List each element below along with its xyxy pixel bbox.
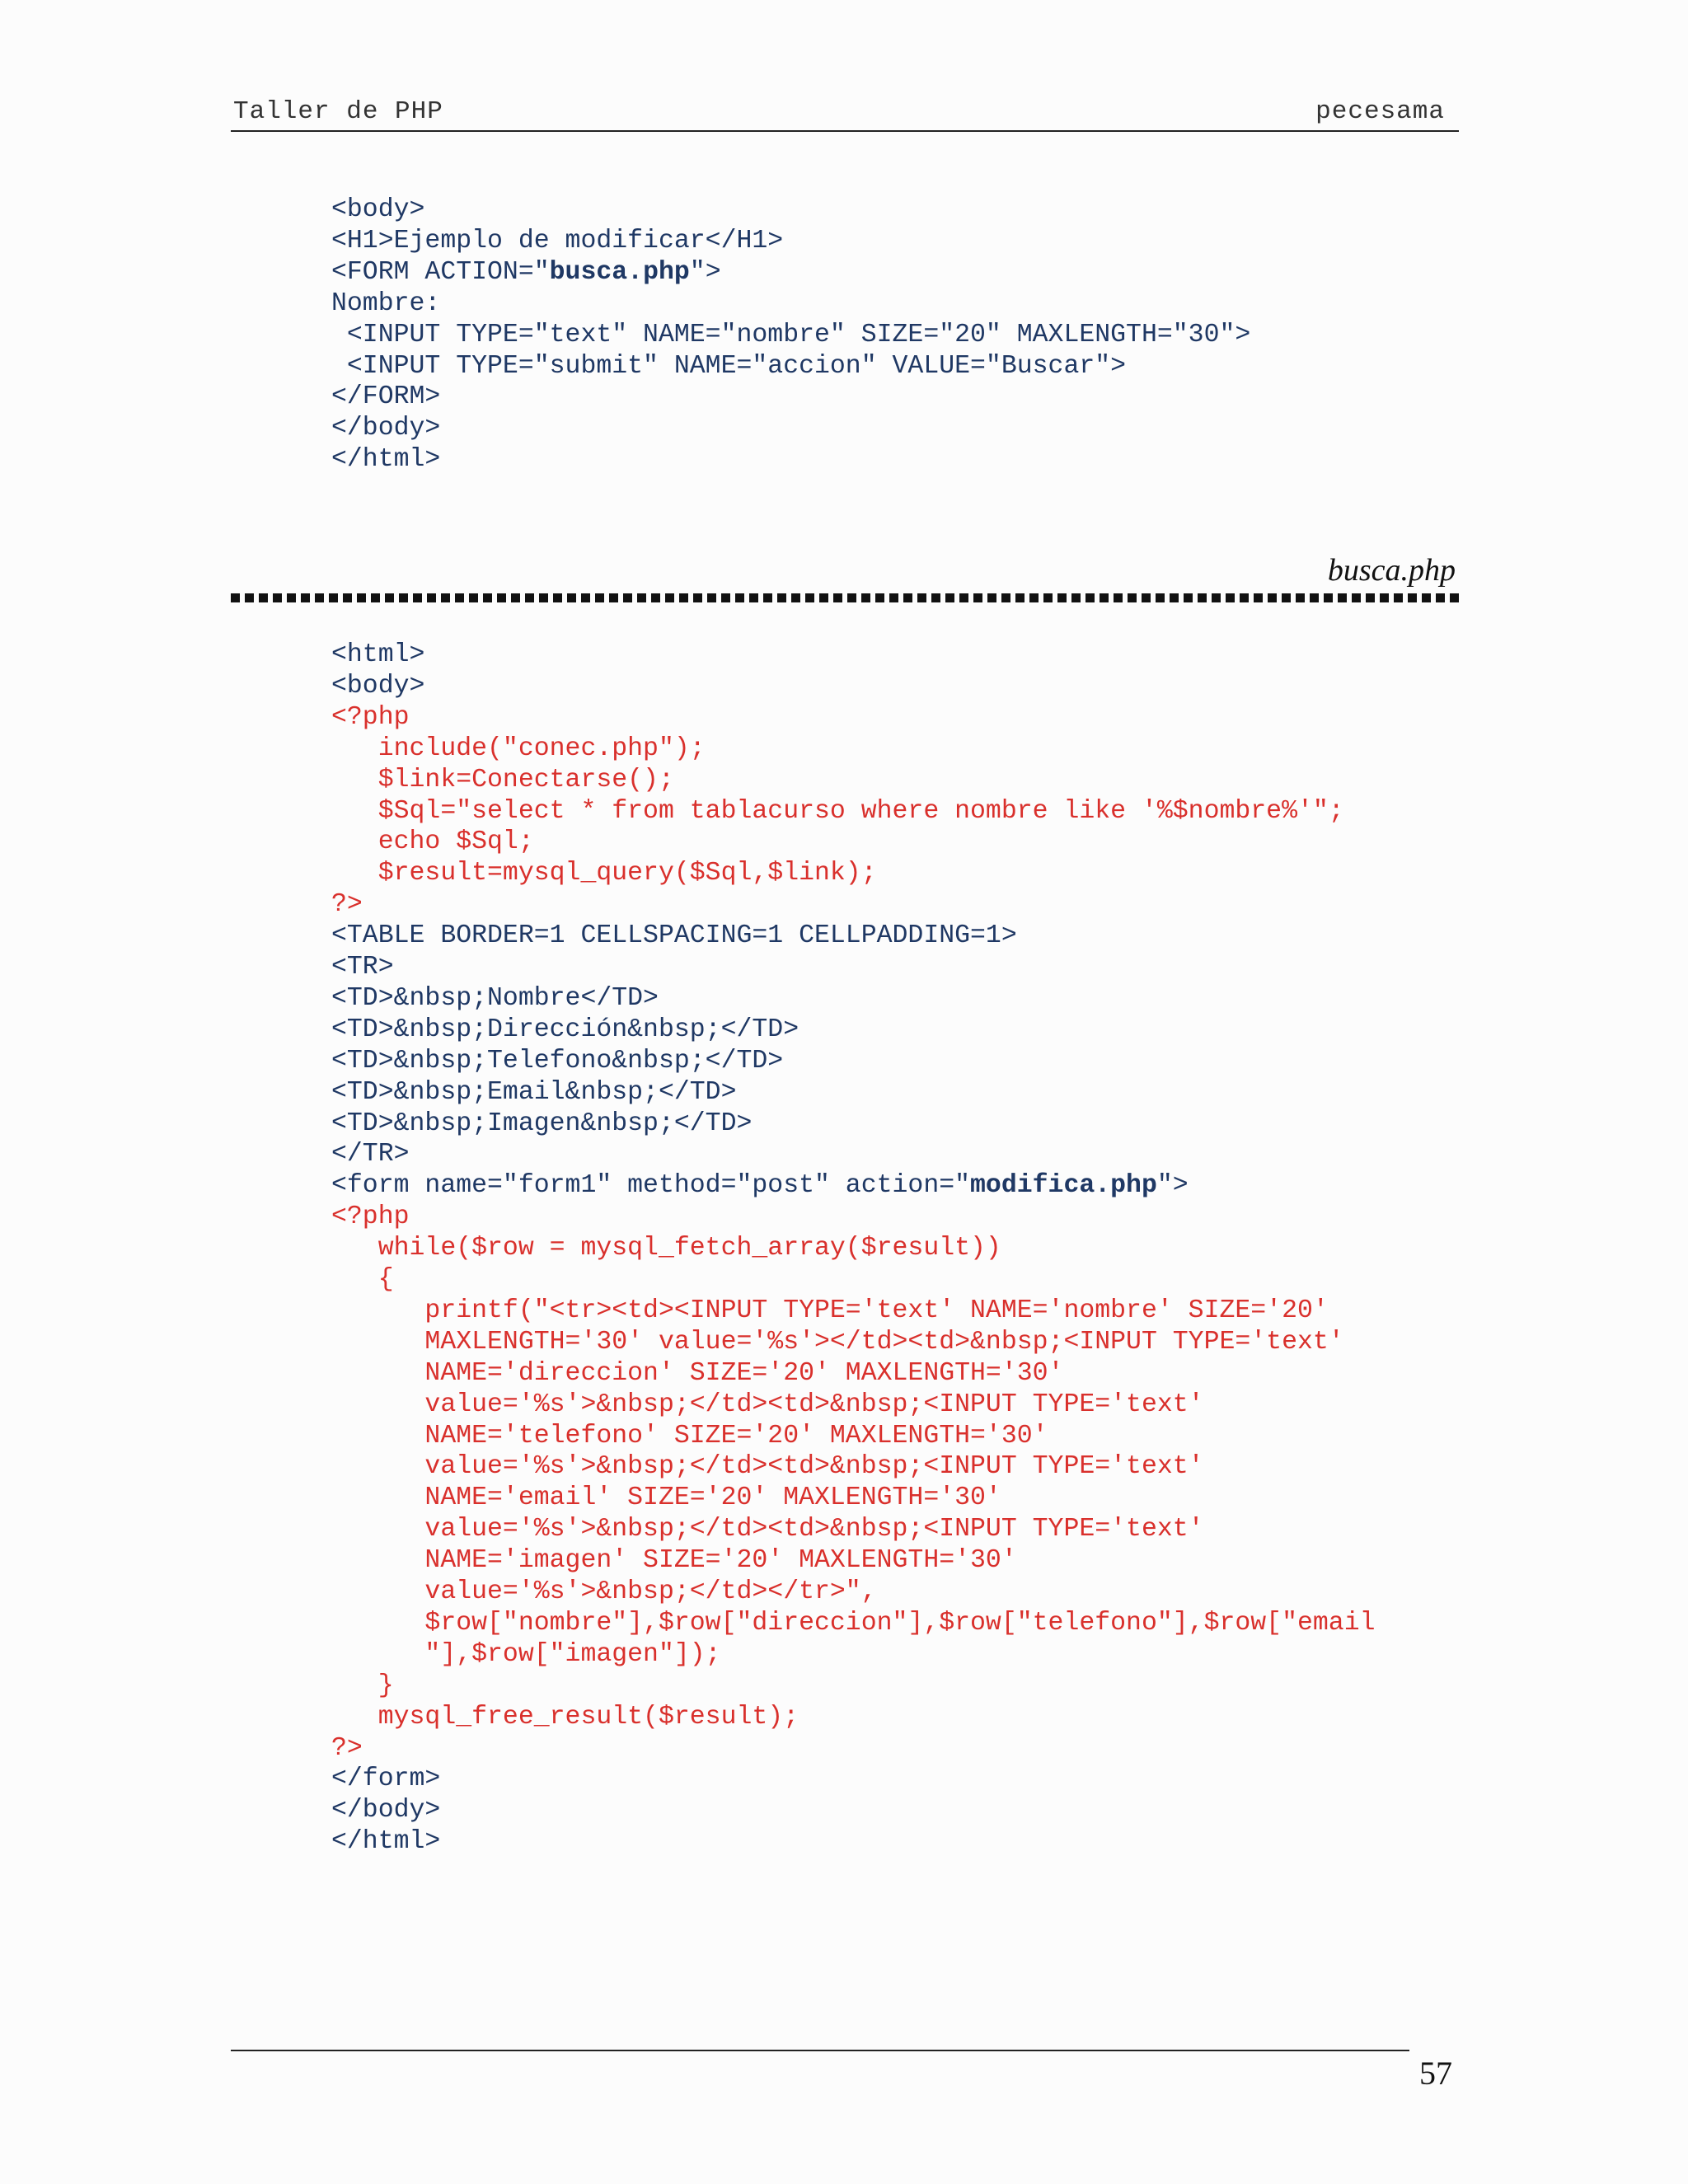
code-line: ?> [331, 1733, 363, 1763]
code-line: <TD>&nbsp;Telefono&nbsp;</TD> [331, 1046, 784, 1076]
code-line: <H1>Ejemplo de modificar</H1> [331, 226, 784, 255]
code-line: MAXLENGTH='30' value='%s'></td><td>&nbsp;<INPUT TYPE='text' [331, 1327, 1344, 1357]
code-line: value='%s'>&nbsp;</td></tr>", [331, 1577, 877, 1606]
section-title: busca.php [1327, 553, 1456, 588]
code-line: } [331, 1671, 394, 1700]
code-line: value='%s'>&nbsp;</td><td>&nbsp;<INPUT TYPE='text' [331, 1515, 1204, 1544]
code-line: $link=Conectarse(); [331, 765, 674, 794]
code-line: value='%s'>&nbsp;</td><td>&nbsp;<INPUT TYPE='text' [331, 1452, 1204, 1482]
code-line: <INPUT TYPE="submit" NAME="accion" VALUE="Buscar"> [331, 351, 1127, 381]
code-line: </TR> [331, 1140, 410, 1169]
code-filename: busca.php [549, 257, 690, 287]
code-line: <body> [331, 195, 425, 224]
code-line: </body> [331, 414, 441, 443]
code-line: include("conec.php"); [331, 733, 706, 763]
code-line: echo $Sql; [331, 827, 534, 857]
code-line: </form> [331, 1765, 441, 1794]
code-filename: modifica.php [970, 1171, 1157, 1201]
code-line: ?> [331, 890, 363, 920]
code-line: <html> [331, 640, 425, 669]
code-line: NAME='imagen' SIZE='20' MAXLENGTH='30' [331, 1546, 1017, 1576]
code-line: <?php [331, 702, 410, 732]
code-line: $result=mysql_query($Sql,$link); [331, 859, 877, 888]
code-line: "],$row["imagen"]); [331, 1639, 721, 1669]
running-header-author: pecesama [1315, 97, 1445, 126]
code-line: <?php [331, 1202, 410, 1232]
code-line: <TD>&nbsp;Nombre</TD> [331, 983, 659, 1013]
running-header-title: Taller de PHP [233, 97, 443, 126]
code-line: NAME='email' SIZE='20' MAXLENGTH='30' [331, 1483, 1001, 1513]
code-text: <FORM ACTION=" [331, 257, 550, 287]
code-line: <TD>&nbsp;Dirección&nbsp;</TD> [331, 1015, 799, 1044]
code-text: <form name="form1" method="post" action=" [331, 1171, 971, 1201]
code-line [331, 257, 721, 288]
code-line: $Sql="select * from tablacurso where nombre like '%$nombre%'"; [331, 796, 1344, 826]
code-line: <TD>&nbsp;Email&nbsp;</TD> [331, 1077, 737, 1107]
code-line: while($row = mysql_fetch_array($result)) [331, 1234, 1001, 1263]
footer-rule [231, 2050, 1409, 2051]
code-line: $row["nombre"],$row["direccion"],$row["telefono"],$row["email [331, 1608, 1376, 1638]
code-text: "> [1156, 1171, 1189, 1201]
code-line [331, 1170, 1189, 1202]
code-line: NAME='direccion' SIZE='20' MAXLENGTH='30' [331, 1358, 1064, 1388]
code-line: <INPUT TYPE="text" NAME="nombre" SIZE="20" MAXLENGTH="30"> [331, 320, 1251, 349]
code-line: printf("<tr><td><INPUT TYPE='text' NAME='nombre' SIZE='20' [331, 1296, 1329, 1325]
code-line: <TABLE BORDER=1 CELLSPACING=1 CELLPADDING=1> [331, 921, 1017, 951]
code-text: "> [689, 257, 721, 287]
code-line: mysql_free_result($result); [331, 1702, 799, 1732]
code-line: Nombre: [331, 288, 441, 318]
page-number: 57 [1419, 2055, 1452, 2092]
section-divider [231, 593, 1459, 602]
code-line: </FORM> [331, 382, 441, 412]
code-line: { [331, 1265, 394, 1294]
header-rule [231, 130, 1459, 132]
code-line: </body> [331, 1796, 441, 1825]
code-line: <body> [331, 671, 425, 701]
code-line: <TD>&nbsp;Imagen&nbsp;</TD> [331, 1108, 753, 1138]
code-line: NAME='telefono' SIZE='20' MAXLENGTH='30' [331, 1421, 1048, 1451]
code-line: </html> [331, 1827, 441, 1857]
code-line: <TR> [331, 953, 394, 982]
code-line: </html> [331, 445, 441, 475]
code-line: value='%s'>&nbsp;</td><td>&nbsp;<INPUT TYPE='text' [331, 1390, 1204, 1419]
